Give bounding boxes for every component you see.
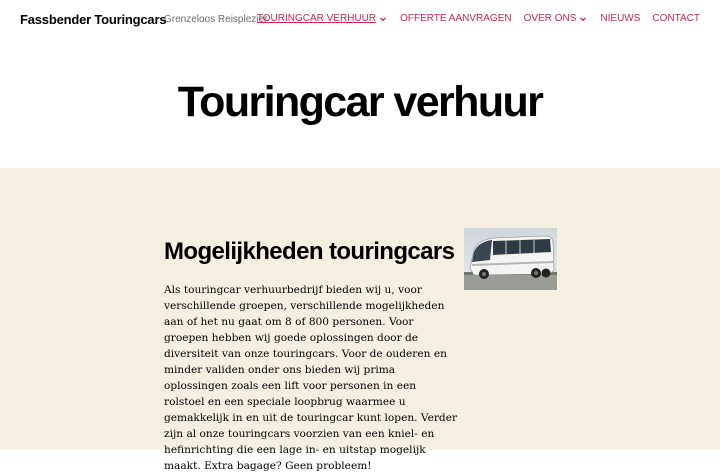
page-title: Touringcar verhuur (177, 78, 543, 126)
site-description: Grenzeloos Reisplezier (164, 14, 268, 25)
chevron-down-icon (378, 14, 388, 24)
nav-item-label: TOURINGCAR VERHUUR (256, 13, 377, 24)
nav-item-label: OVER ONS (523, 13, 577, 24)
page-header (0, 40, 720, 168)
nav-item-contact[interactable] (652, 13, 700, 24)
nav-item-nieuws[interactable] (600, 13, 640, 24)
coach-bus-image[interactable] (464, 228, 557, 290)
site-header (0, 0, 720, 40)
chevron-down-icon (578, 14, 588, 24)
nav-item-label: NIEUWS (600, 13, 641, 24)
section-heading: Mogelijkheden touringcars (164, 238, 455, 265)
body-paragraph: Als touringcar verhuurbedrijf bieden wij u, voor verschillende groepen, verschillende mogelijkheden aan of het nu gaat om 8 of 800 personen. Voor groepen hebben wij goede oplossingen door de diversiteit van onze touringcars. Voor de ouderen en minder validen onder ons bieden wij prima oplossingen zoals een lift voor personen in een rolstoel en een speciale loopbrug waarmee u gemakkelijk in en uit de touringcar kunt lopen. Verder zijn al onze touringcars voorzien van een kniel- en hefinrichting die een lage in- en uitstap mogelijk maakt. Extra bagage? Geen probleem! (164, 284, 458, 472)
nav-item-label: OFFERTE AANVRAGEN (400, 13, 512, 24)
nav-item-over-ons[interactable] (524, 13, 589, 24)
nav-item-label: CONTACT (652, 13, 700, 24)
primary-nav (245, 13, 700, 24)
content-section (0, 168, 720, 472)
nav-item-touringcar-verhuur[interactable] (257, 13, 388, 24)
nav-item-offerte-aanvragen[interactable] (400, 13, 512, 24)
site-title-link[interactable]: Fassbender Touringcars (20, 12, 167, 27)
